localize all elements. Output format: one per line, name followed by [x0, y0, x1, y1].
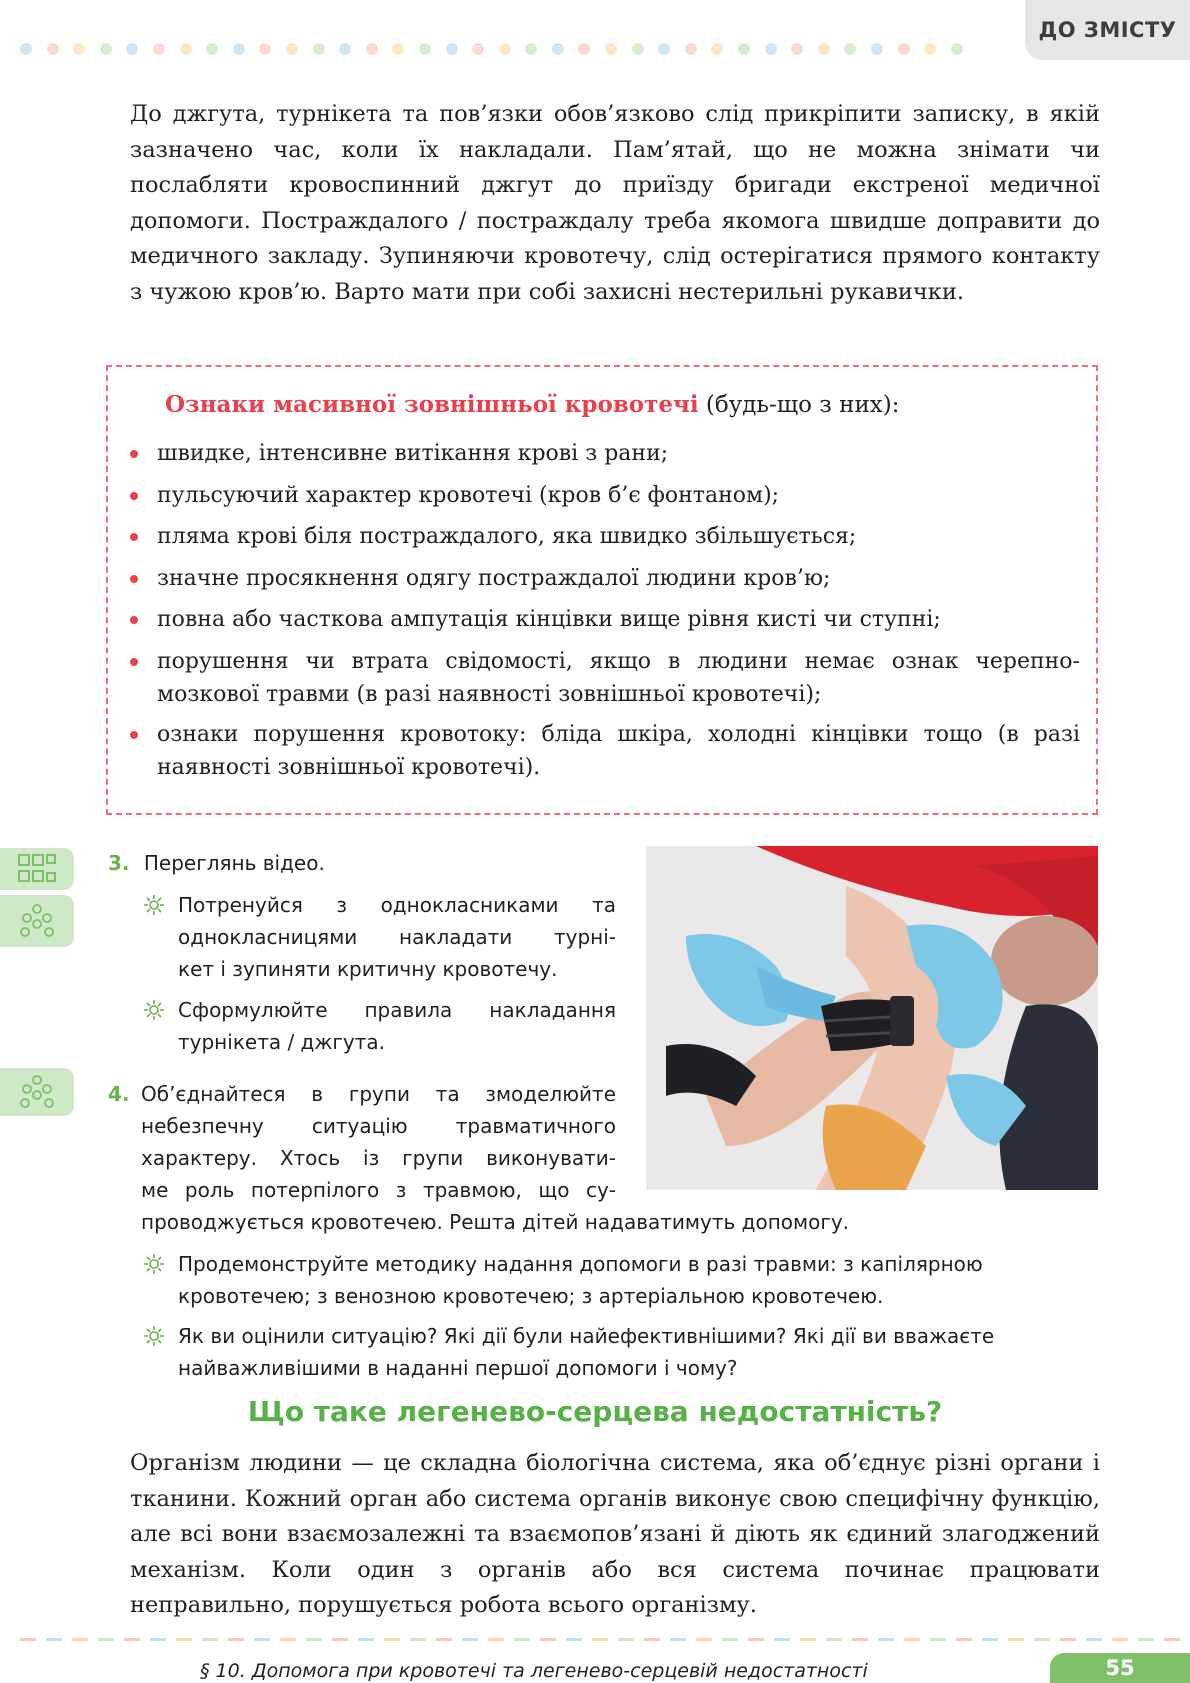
decorative-dot [20, 43, 32, 55]
list-item [130, 479, 1080, 513]
decorative-dot [499, 43, 511, 55]
sun-icon [144, 1326, 164, 1346]
decorative-dash [176, 1638, 192, 1641]
decorative-dot [419, 43, 431, 55]
decorative-dot [605, 43, 617, 55]
signs-box-title [165, 388, 899, 422]
line: Об’єднайтеся в групи та змоделюйте [141, 1082, 616, 1106]
task-4-subtask-1 [178, 1248, 1098, 1312]
decorative-dash [280, 1638, 296, 1641]
top-dots-decoration [20, 40, 1020, 54]
decorative-dash [566, 1638, 582, 1641]
group-work-tab[interactable] [0, 1068, 74, 1116]
list-item-text: значне просякнення одягу постраждалої людини кров’ю; [157, 565, 831, 591]
decorative-dash [98, 1638, 114, 1641]
decorative-dash [254, 1638, 270, 1641]
list-item [130, 718, 1080, 785]
decorative-dot [286, 43, 298, 55]
list-item-text: порушення чи втрата свідомості, якщо в людини немає ознак черепно-мозкової травми (в разі наявності зовнішньої кровотечі); [157, 648, 1080, 707]
signs-title-highlight: Ознаки масивної зовнішньої кровотечі [165, 391, 699, 418]
decorative-dash [618, 1638, 634, 1641]
decorative-dash [46, 1638, 62, 1641]
decorative-dash [1060, 1638, 1076, 1641]
line: Продемонструйте методику надання допомоги в разі травми: з капілярною [178, 1252, 983, 1276]
decorative-dot [259, 43, 271, 55]
decorative-dash [592, 1638, 608, 1641]
decorative-dot [924, 43, 936, 55]
line: Сформулюйте правила накладання [178, 998, 616, 1022]
tourniquet-photo [646, 846, 1098, 1190]
decorative-dash [1086, 1638, 1102, 1641]
bullet-icon [130, 533, 138, 541]
list-item [130, 520, 1080, 554]
decorative-dash [358, 1638, 374, 1641]
task-3-subtask-1 [178, 889, 616, 985]
decorative-dash [462, 1638, 478, 1641]
decorative-dash [332, 1638, 348, 1641]
line: однокласницями накладати турні- [178, 925, 616, 949]
decorative-dot [206, 43, 218, 55]
line: Потренуйся з однокласниками та [178, 893, 616, 917]
task-3-subtask-2 [178, 994, 616, 1058]
decorative-dash [540, 1638, 556, 1641]
bullet-icon [130, 616, 138, 624]
section-paragraph: Організм людини — це складна біологічна система, яка об’єднує різні органи і тканини. Кожний орган або система органів виконує свою специфічну функцію, але всі вони взаємозалежні та взаємопов’язані й діють як єдиний злагоджений механізм. Коли один з органів або вся система починає працювати неправильно, порушується робота всього організму. [130, 1450, 1100, 1618]
decorative-dash [748, 1638, 764, 1641]
footer-caption: § 10. Допомога при кровотечі та легенево-серцевій недостатності [200, 1660, 868, 1682]
bullet-icon [130, 450, 138, 458]
decorative-dash [956, 1638, 972, 1641]
bullet-icon [130, 658, 138, 666]
section-heading: Що таке легенево-серцева недостатність? [247, 1395, 943, 1428]
decorative-dot [525, 43, 537, 55]
decorative-dot [632, 43, 644, 55]
decorative-dash [670, 1638, 686, 1641]
decorative-dot [472, 43, 484, 55]
decorative-dash [72, 1638, 88, 1641]
decorative-dash [800, 1638, 816, 1641]
decorative-dash [696, 1638, 712, 1641]
decorative-dash [384, 1638, 400, 1641]
decorative-dash [852, 1638, 868, 1641]
decorative-dash [722, 1638, 738, 1641]
task-number: 3. [108, 851, 130, 875]
group-work-icon [17, 902, 57, 940]
list-item [130, 645, 1080, 712]
decorative-dash [488, 1638, 504, 1641]
list-item-text: пляма крові біля постраждалого, яка швидко збільшується; [157, 524, 857, 549]
bottom-dashes-decoration [20, 1638, 1180, 1642]
decorative-dot [100, 43, 112, 55]
decorative-dash [228, 1638, 244, 1641]
decorative-dash [1112, 1638, 1128, 1641]
qr-code-tab[interactable] [0, 848, 74, 890]
decorative-dash [306, 1638, 322, 1641]
bullet-icon [130, 492, 138, 500]
sun-icon [144, 895, 164, 915]
decorative-dot [339, 43, 351, 55]
decorative-dot [685, 43, 697, 55]
list-item [130, 437, 1080, 471]
group-work-tab[interactable] [0, 895, 74, 947]
task-number-4 [108, 1078, 130, 1110]
qr-code-icon [17, 853, 57, 885]
decorative-dot [446, 43, 458, 55]
line: кет і зупиняти критичну кровотечу. [178, 957, 558, 981]
decorative-dot [951, 43, 963, 55]
list-item-text: ознаки порушення кровотоку: бліда шкіра, холодні кінцівки тощо (в разі наявності зовнішньої кровотечі). [157, 721, 1080, 780]
intro-paragraph: До джгута, турнікета та пов’язки обов’язково слід прикріпити записку, в якій зазначено час, коли їх накладали. Пам’ятай, що не можна знімати чи послабляти кровоспинний джгут до приїзду бригади екстреної медичної допомоги. Постраждалого / постраждалу треба якомога швидше доправити до медичного закладу. Зупиняючи кровотечу, слід остерігатися прямого контакту з чужою кров’ю. Варто мати при собі захисні нестерильні рукавички. [130, 101, 1100, 305]
decorative-dash [982, 1638, 998, 1641]
decorative-dash [930, 1638, 946, 1641]
line: турнікета / джгута. [178, 1030, 386, 1054]
page-number: 55 [1050, 1653, 1190, 1683]
decorative-dot [153, 43, 165, 55]
decorative-dash [826, 1638, 842, 1641]
decorative-dot [392, 43, 404, 55]
decorative-dot [366, 43, 378, 55]
sun-icon [144, 1254, 164, 1274]
decorative-dash [1164, 1638, 1180, 1641]
decorative-dash [410, 1638, 426, 1641]
decorative-dash [904, 1638, 920, 1641]
task-text: Переглянь відео. [143, 851, 325, 875]
decorative-dot [126, 43, 138, 55]
line: Як ви оцінили ситуацію? Які дії були найефективнішими? Які дії ви вважаєте [178, 1324, 995, 1348]
task-4-subtask-2 [178, 1320, 1098, 1384]
list-item-text: повна або часткова ампутація кінцівки вище рівня кисті чи ступні; [157, 607, 941, 632]
decorative-dash [878, 1638, 894, 1641]
decorative-dot [765, 43, 777, 55]
decorative-dot [47, 43, 59, 55]
decorative-dot [711, 43, 723, 55]
decorative-dot [180, 43, 192, 55]
list-item-text: швидке, інтенсивне витікання крові з рани; [157, 441, 669, 466]
decorative-dash [1034, 1638, 1050, 1641]
line: найважливішими в наданні першої допомоги і чому? [178, 1356, 738, 1380]
line: кровотечею; з венозною кровотечею; з артеріальною кровотечею. [178, 1284, 884, 1308]
list-item [130, 562, 1080, 596]
decorative-dash [124, 1638, 140, 1641]
toc-link[interactable]: ДО ЗМІСТУ [1025, 0, 1190, 60]
decorative-dash [514, 1638, 530, 1641]
decorative-dash [1138, 1638, 1154, 1641]
sun-icon [144, 1000, 164, 1020]
decorative-dash [20, 1638, 36, 1641]
bullet-icon [130, 575, 138, 583]
decorative-dot [552, 43, 564, 55]
list-item-text: пульсуючий характер кровотечі (кров б’є фонтаном); [157, 482, 780, 508]
decorative-dot [738, 43, 750, 55]
decorative-dot [578, 43, 590, 55]
decorative-dash [202, 1638, 218, 1641]
tourniquet-illustration [646, 846, 1098, 1190]
line: небезпечну ситуацію травматичного [141, 1114, 616, 1138]
signs-list [130, 437, 1080, 793]
decorative-dot [233, 43, 245, 55]
task-4-text-continued: проводжується кровотечею. Решта дітей надаватимуть допомогу. [141, 1210, 850, 1234]
decorative-dash [774, 1638, 790, 1641]
group-work-icon [17, 1074, 57, 1110]
task-3 [108, 847, 325, 879]
decorative-dot [871, 43, 883, 55]
decorative-dot [658, 43, 670, 55]
line: характеру. Хтось із групи виконувати- [141, 1146, 616, 1170]
decorative-dash [1008, 1638, 1024, 1641]
decorative-dash [150, 1638, 166, 1641]
line: ме роль потерпілого з травмою, що су- [141, 1178, 616, 1202]
decorative-dash [644, 1638, 660, 1641]
decorative-dot [898, 43, 910, 55]
task-4-text [141, 1078, 616, 1206]
signs-title-rest: (будь-що з них): [698, 392, 900, 418]
list-item [130, 603, 1080, 637]
decorative-dot [818, 43, 830, 55]
decorative-dash [436, 1638, 452, 1641]
decorative-dot [73, 43, 85, 55]
decorative-dot [791, 43, 803, 55]
decorative-dot [844, 43, 856, 55]
bullet-icon [130, 731, 138, 739]
task-number: 4. [108, 1082, 130, 1106]
decorative-dot [313, 43, 325, 55]
